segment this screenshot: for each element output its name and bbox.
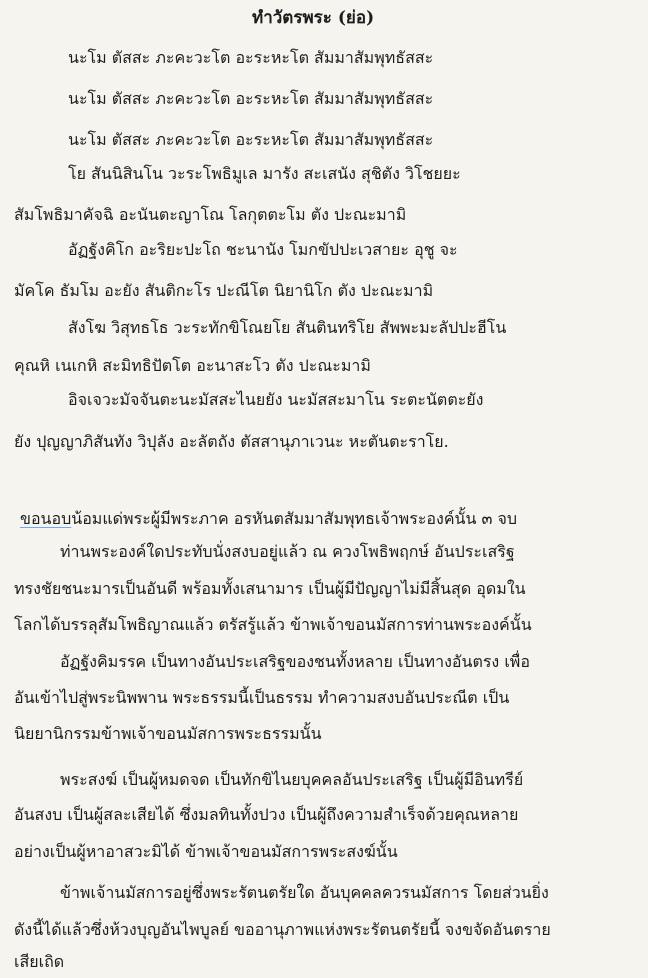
thai-line-4: โลกได้บรรลุสัมโพธิญาณแล้ว ตรัสรู้แล้ว ข้าพเจ้าขอนมัสการท่านพระองค์นั้น (14, 615, 532, 634)
pali-line-8: สังโฆ วิสุทธโธ วะระทักขิโณยโย สันตินทริโย สัพพะมะลัปปะฮีโน (68, 318, 507, 337)
pali-line-5: สัมโพธิมาคัจฉิ อะนันตะญาโณ โลกุตตะโม ตัง ปะณะมามิ (14, 205, 407, 224)
pali-line-9: คุณหิ เนเกหิ สะมิทธิปัตโต อะนาสะโว ตัง ปะณะมามิ (14, 356, 371, 375)
pali-line-6: อัฏฐังคิโก อะริยะปะโถ ชะนานัง โมกขัปปะเวสายะ อุชู จะ (68, 240, 458, 259)
marked-phrase: ขอนอบ (20, 509, 72, 528)
thai-line-2: ท่านพระองค์ใดประทับนั่งสงบอยู่แล้ว ณ ควงโพธิพฤกษ์ อันประเสริฐ (60, 542, 515, 561)
thai-line-8: พระสงฆ์ เป็นผู้หมดจด เป็นทักขิไนยบุคคลอันประเสริฐ เป็นผู้มีอินทรีย์ (60, 770, 524, 789)
pali-line-2: นะโม ตัสสะ ภะคะวะโต อะระหะโต สัมมาสัมพุทธัสสะ (68, 89, 434, 108)
thai-line-10: อย่างเป็นผู้หาอาสวะมิได้ ข้าพเจ้าขอนมัสการพระสงฆ์นั้น (14, 842, 398, 861)
page-title: ทำวัตรพระ (ย่อ) (252, 8, 375, 28)
thai-line-12: ดังนี้ได้แล้วซึ่งห้วงบุญอันไพบูลย์ ขออานุภาพแห่งพระรัตนตรัยนี้ จงขจัดอันตราย (14, 920, 551, 939)
pali-line-3: นะโม ตัสสะ ภะคะวะโต อะระหะโต สัมมาสัมพุทธัสสะ (68, 130, 434, 149)
thai-line-1-text: น้อมแด่พระผู้มีพระภาค อรหันตสัมมาสัมพุทธเจ้าพระองค์นั้น ๓ จบ (71, 509, 518, 528)
thai-line-3: ทรงชัยชนะมารเป็นอันดี พร้อมทั้งเสนามาร เป็นผู้มีปัญญาไม่มีสิ้นสุด อุดมใน (14, 579, 526, 598)
thai-line-11: ข้าพเจ้านมัสการอยู่ซึ่งพระรัตนตรัยใด อันบุคคลควรนมัสการ โดยส่วนยิ่ง (60, 883, 549, 902)
pali-line-7: มัคโค ธัมโม อะยัง สันติกะโร ปะณีโต นิยานิโก ตัง ปะณะมามิ (14, 281, 434, 300)
thai-line-7: นิยยานิกรรมข้าพเจ้าขอนมัสการพระธรรมนั้น (14, 724, 322, 743)
pali-line-11: ยัง ปุญญาภิสันทัง วิปุลัง อะลัตถัง ตัสสานุภาเวนะ หะตันตะราโย. (14, 432, 449, 451)
thai-line-13: เสียเถิด (14, 952, 65, 971)
thai-line-6: อันเข้าไปสู่พระนิพพาน พระธรรมนี้เป็นธรรม ทำความสงบอันประณีต เป็น (14, 688, 510, 707)
pali-line-1: นะโม ตัสสะ ภะคะวะโต อะระหะโต สัมมาสัมพุทธัสสะ (68, 48, 434, 67)
thai-line-1 (20, 509, 517, 529)
pali-line-10: อิจเจวะมัจจันตะนะมัสสะไนยยัง นะมัสสะมาโน ระตะนัตตะยัง (68, 390, 484, 409)
pali-line-4: โย สันนิสินโน วะระโพธิมูเล มารัง สะเสนัง สุชิตัง วิโชยยะ (68, 164, 461, 183)
thai-line-9: อันสงบ เป็นผู้สละเสียได้ ซึ่งมลทินทั้งปวง เป็นผู้ถึงความสำเร็จด้วยคุณหลาย (14, 805, 519, 824)
thai-line-5: อัฏฐังคิมรรค เป็นทางอันประเสริฐของชนทั้งหลาย เป็นทางอันตรง เพื่อ (60, 652, 530, 671)
